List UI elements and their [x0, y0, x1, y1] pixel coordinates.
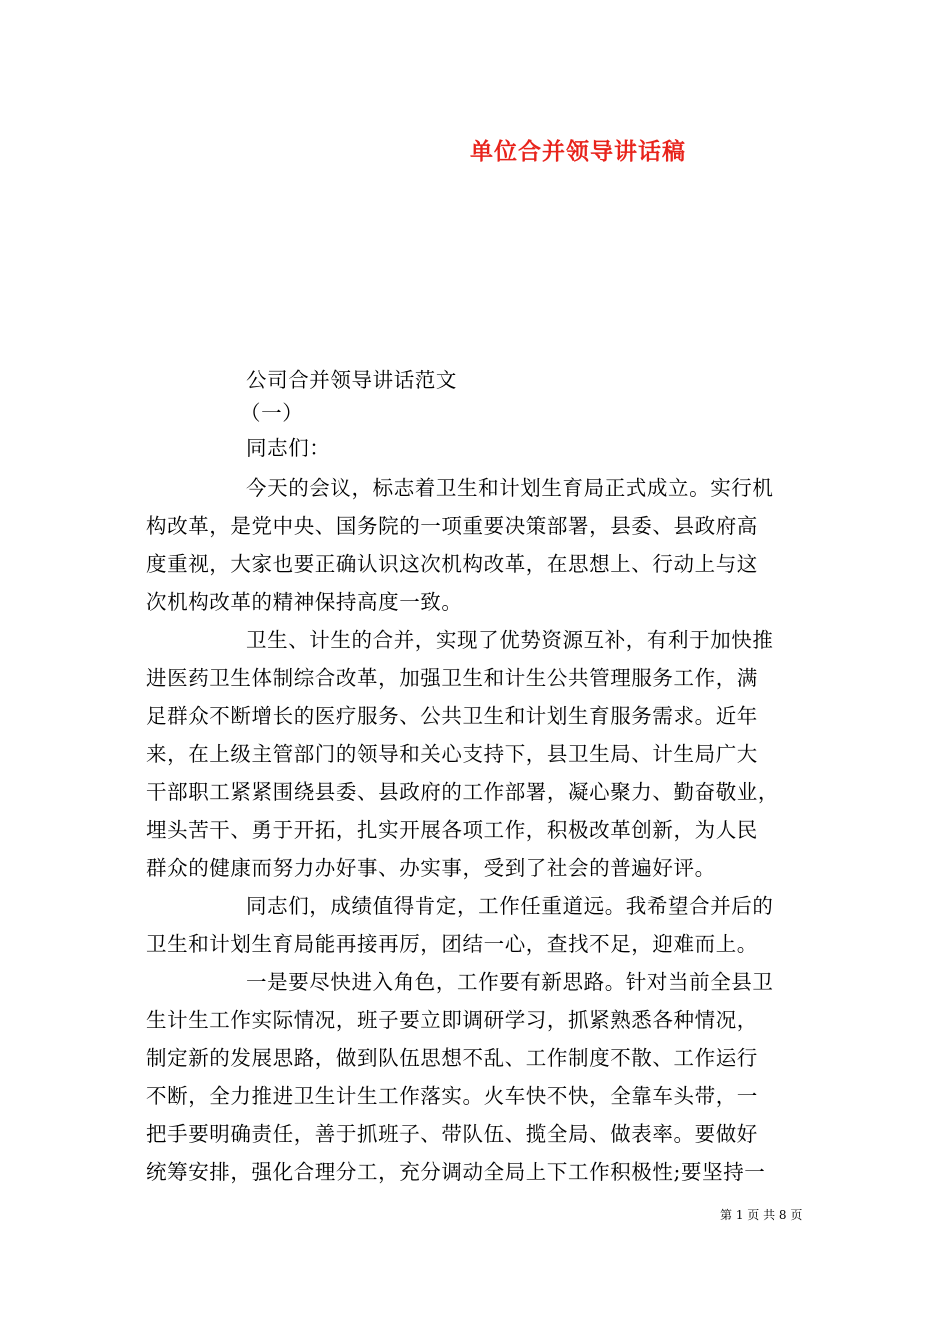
greeting: 同志们： [246, 436, 331, 460]
paragraph-line: 同志们，成绩值得肯定，工作任重道远。我希望合并后的 [246, 894, 774, 918]
paragraph-line: 来，在上级主管部门的领导和关心支持下，县卫生局、计生局广大 [146, 742, 758, 766]
paragraph-line: 次机构改革的精神保持高度一致。 [146, 590, 463, 614]
paragraph-line: 统筹安排，强化合理分工，充分调动全局上下工作积极性;要坚持一 [146, 1160, 766, 1184]
paragraph-line: 卫生、计生的合并，实现了优势资源互补，有利于加快推 [246, 628, 774, 652]
subtitle: 公司合并领导讲话范文 [246, 368, 457, 392]
page-number: 第 1 页 共 8 页 [720, 1208, 803, 1222]
paragraph-line: 制定新的发展思路，做到队伍思想不乱、工作制度不散、工作运行 [146, 1046, 758, 1070]
paragraph-line: 把手要明确责任，善于抓班子、带队伍、揽全局、做表率。要做好 [146, 1122, 758, 1146]
paragraph-line: 卫生和计划生育局能再接再厉，团结一心，查找不足，迎难而上。 [146, 932, 758, 956]
paragraph-line: 埋头苦干、勇于开拓，扎实开展各项工作，积极改革创新，为人民 [146, 818, 758, 842]
paragraph-line: 构改革，是党中央、国务院的一项重要决策部署，县委、县政府高 [146, 514, 758, 538]
paragraph-line: 进医药卫生体制综合改革，加强卫生和计生公共管理服务工作，满 [146, 666, 758, 690]
paragraph-line: 群众的健康而努力办好事、办实事，受到了社会的普遍好评。 [146, 856, 716, 880]
paragraph-line: 足群众不断增长的医疗服务、公共卫生和计划生育服务需求。近年 [146, 704, 758, 728]
document-title: 单位合并领导讲话稿 [470, 138, 686, 165]
paragraph-line: 一是要尽快进入角色，工作要有新思路。针对当前全县卫 [246, 970, 774, 994]
paragraph-line: 今天的会议，标志着卫生和计划生育局正式成立。实行机 [246, 476, 774, 500]
section-marker: （一） [240, 401, 304, 425]
paragraph-line: 干部职工紧紧围绕县委、县政府的工作部署，凝心聚力、勤奋敬业， [146, 780, 779, 804]
paragraph-line: 生计生工作实际情况，班子要立即调研学习，抓紧熟悉各种情况， [146, 1008, 758, 1032]
paragraph-line: 度重视，大家也要正确认识这次机构改革，在思想上、行动上与这 [146, 552, 758, 576]
paragraph-line: 不断，全力推进卫生计生工作落实。火车快不快，全靠车头带，一 [146, 1084, 758, 1108]
